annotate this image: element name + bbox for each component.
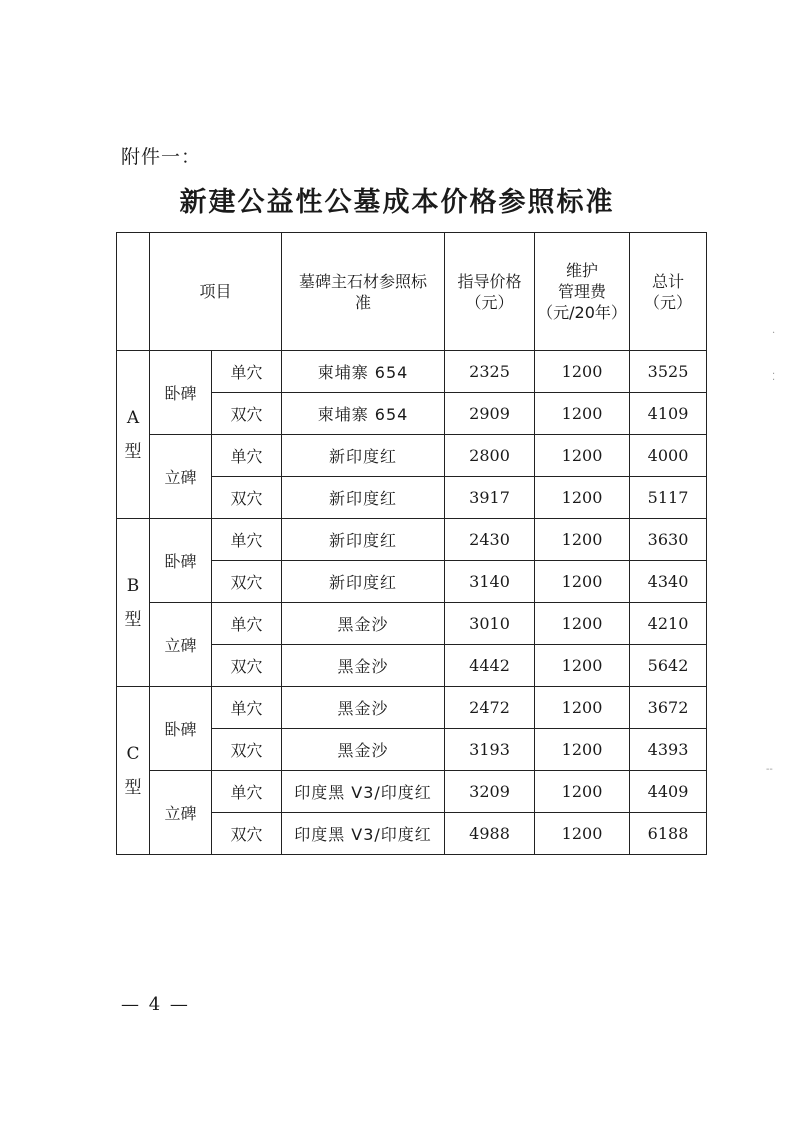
stone-material-cell: 印度黑 V3/印度红 (282, 771, 445, 813)
monument-category-cell: 卧碑 (150, 351, 212, 435)
header-fee-line-3: （元/20年） (537, 303, 627, 322)
guide-price-cell: 2472 (445, 687, 535, 729)
header-total-line-2: （元） (644, 292, 693, 312)
header-stone-line-1: 墓碑主石材参照标 (299, 271, 428, 291)
total-cell: 5117 (630, 477, 707, 519)
type-char: A (126, 407, 140, 428)
type-char: B (126, 575, 140, 596)
table-row (117, 771, 707, 813)
type-cell (117, 351, 150, 519)
maintenance-fee-cell: 1200 (535, 393, 630, 435)
type-char: 型 (124, 609, 142, 630)
stone-material-cell: 柬埔寨 654 (282, 351, 445, 393)
stone-material-cell: 新印度红 (282, 561, 445, 603)
total-cell: 6188 (630, 813, 707, 855)
table-header-row (117, 233, 707, 351)
maintenance-fee-cell: 1200 (535, 645, 630, 687)
header-item: 项目 (150, 233, 282, 351)
guide-price-cell: 3010 (445, 603, 535, 645)
type-char: C (126, 743, 140, 764)
maintenance-fee-cell: 1200 (535, 729, 630, 771)
table-row (117, 351, 707, 393)
stone-material-cell: 黑金沙 (282, 645, 445, 687)
guide-price-cell: 4442 (445, 645, 535, 687)
header-blank-cell (117, 233, 150, 351)
grave-type-cell: 双穴 (212, 813, 282, 855)
grave-type-cell: 单穴 (212, 687, 282, 729)
monument-category-cell: 立碑 (150, 435, 212, 519)
page-number: — 4 — (121, 994, 190, 1015)
scan-speck: · (772, 328, 776, 339)
guide-price-cell: 3917 (445, 477, 535, 519)
header-stone-line-2: 准 (355, 292, 372, 312)
guide-price-cell: 2909 (445, 393, 535, 435)
total-cell: 3672 (630, 687, 707, 729)
guide-price-cell: 4988 (445, 813, 535, 855)
table-row (117, 435, 707, 477)
attachment-label: 附件一： (121, 146, 202, 168)
header-maintenance-fee (535, 233, 630, 351)
grave-type-cell: 双穴 (212, 477, 282, 519)
total-cell: 4210 (630, 603, 707, 645)
total-cell: 4340 (630, 561, 707, 603)
table-body (117, 351, 707, 855)
grave-type-cell: 单穴 (212, 351, 282, 393)
type-char: 型 (124, 441, 142, 462)
monument-category-cell: 卧碑 (150, 519, 212, 603)
header-guide-price (445, 233, 535, 351)
guide-price-cell: 3140 (445, 561, 535, 603)
type-cell (117, 687, 150, 855)
maintenance-fee-cell: 1200 (535, 813, 630, 855)
guide-price-cell: 2325 (445, 351, 535, 393)
total-cell: 5642 (630, 645, 707, 687)
table-row (117, 603, 707, 645)
maintenance-fee-cell: 1200 (535, 561, 630, 603)
grave-type-cell: 双穴 (212, 561, 282, 603)
table-row (117, 687, 707, 729)
grave-type-cell: 单穴 (212, 519, 282, 561)
header-fee-line-1: 维护 (566, 261, 599, 280)
maintenance-fee-cell: 1200 (535, 351, 630, 393)
grave-type-cell: 双穴 (212, 645, 282, 687)
grave-type-cell: 单穴 (212, 771, 282, 813)
monument-category-cell: 卧碑 (150, 687, 212, 771)
grave-type-cell: 双穴 (212, 393, 282, 435)
stone-material-cell: 新印度红 (282, 519, 445, 561)
total-cell: 4109 (630, 393, 707, 435)
maintenance-fee-cell: 1200 (535, 603, 630, 645)
scan-speck: ⁚ (772, 372, 776, 383)
maintenance-fee-cell: 1200 (535, 771, 630, 813)
document-title: 新建公益性公墓成本价格参照标准 (179, 187, 615, 218)
guide-price-cell: 2800 (445, 435, 535, 477)
monument-category-cell: 立碑 (150, 771, 212, 855)
guide-price-cell: 3209 (445, 771, 535, 813)
stone-material-cell: 新印度红 (282, 435, 445, 477)
stone-material-cell: 黑金沙 (282, 603, 445, 645)
guide-price-cell: 2430 (445, 519, 535, 561)
header-stone-standard (282, 233, 445, 351)
stone-material-cell: 黑金沙 (282, 729, 445, 771)
stone-material-cell: 印度黑 V3/印度红 (282, 813, 445, 855)
monument-category-cell: 立碑 (150, 603, 212, 687)
maintenance-fee-cell: 1200 (535, 687, 630, 729)
stone-material-cell: 黑金沙 (282, 687, 445, 729)
header-price-line-1: 指导价格 (457, 271, 522, 291)
table-row (117, 519, 707, 561)
type-char: 型 (124, 777, 142, 798)
total-cell: 3630 (630, 519, 707, 561)
maintenance-fee-cell: 1200 (535, 477, 630, 519)
header-fee-line-2: 管理费 (558, 282, 607, 301)
grave-type-cell: 双穴 (212, 729, 282, 771)
maintenance-fee-cell: 1200 (535, 435, 630, 477)
grave-type-cell: 单穴 (212, 603, 282, 645)
maintenance-fee-cell: 1200 (535, 519, 630, 561)
total-cell: 4409 (630, 771, 707, 813)
total-cell: 3525 (630, 351, 707, 393)
header-total (630, 233, 707, 351)
total-cell: 4393 (630, 729, 707, 771)
stone-material-cell: 柬埔寨 654 (282, 393, 445, 435)
grave-type-cell: 单穴 (212, 435, 282, 477)
scan-speck: -- (766, 764, 773, 775)
header-total-line-1: 总计 (652, 271, 685, 291)
stone-material-cell: 新印度红 (282, 477, 445, 519)
total-cell: 4000 (630, 435, 707, 477)
type-cell (117, 519, 150, 687)
header-price-line-2: （元） (465, 292, 514, 312)
price-standard-table (116, 232, 707, 855)
guide-price-cell: 3193 (445, 729, 535, 771)
